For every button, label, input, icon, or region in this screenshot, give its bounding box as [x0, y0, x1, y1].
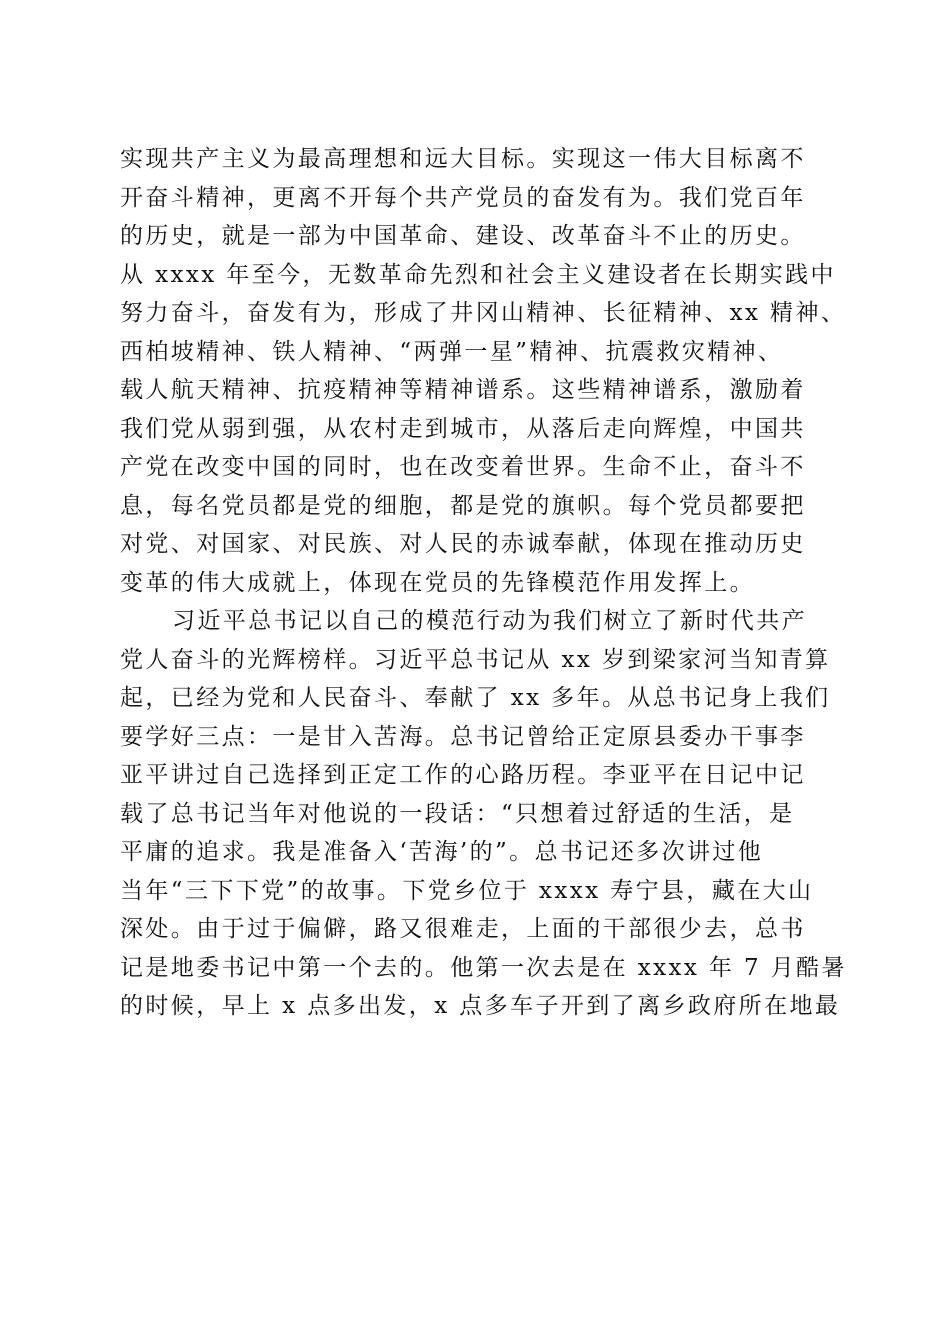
text-line: 变革的伟大成就上，体现在党员的先锋模范作用发挥上。 [120, 569, 755, 596]
text-line: 努力奋斗，奋发有为，形成了井冈山精神、长征精神、xx 精神、 [120, 300, 847, 326]
text-line: 平庸的追求。我是准备入‘苦海’的”。总书记还多次讲过他 [120, 839, 764, 865]
paragraph-start-line: 习近平总书记以自己的模范行动为我们树立了新时代共产 [172, 608, 807, 634]
text-line: 记是地委书记中第一个去的。他第一次去是在 xxxx 年 7 月酷暑 [120, 954, 847, 981]
text-line: 对党、对国家、对民族、对人民的赤诚奉献，体现在推动历史 [120, 531, 806, 557]
text-line: 载人航天精神、抗疫精神等精神谱系。这些精神谱系，激励着 [120, 377, 806, 403]
text-line: 息，每名党员都是党的细胞，都是党的旗帜。每个党员都要把 [120, 492, 806, 519]
text-line: 从 xxxx 年至今，无数革命先烈和社会主义建设者在长期实践中 [120, 261, 836, 288]
text-line: 西柏坡精神、铁人精神、“两弹一星”精神、抗震救灾精神、 [120, 338, 784, 365]
text-line: 载了总书记当年对他说的一段话：“只想着过舒适的生活，是 [120, 800, 795, 827]
text-line: 我们党从弱到强，从农村走到城市，从落后走向辉煌，中国共 [120, 415, 806, 442]
text-line: 深处。由于过于偏僻，路又很难走，上面的干部很少去，总书 [120, 916, 806, 942]
text-line: 的时候，早上 x 点多出发，x 点多车子开到了离乡政府所在地最 [120, 993, 841, 1019]
body-text [120, 140, 860, 1026]
text-line: 党人奋斗的光辉榜样。习近平总书记从 xx 岁到梁家河当知青算 [120, 646, 831, 673]
text-line: 亚平讲过自己选择到正定工作的心路历程。李亚平在日记中记 [120, 762, 806, 788]
text-line: 实现共产主义为最高理想和远大目标。实现这一伟大目标离不 [120, 146, 806, 172]
text-line: 的历史，就是一部为中国革命、建设、改革奋斗不止的历史。 [120, 223, 806, 249]
text-line: 当年“三下下党”的故事。下党乡位于 xxxx 寿宁县，藏在大山 [120, 877, 814, 904]
text-line: 要学好三点：一是甘入苦海。总书记曾给正定原县委办干事李 [120, 723, 806, 750]
text-line: 开奋斗精神，更离不开每个共产党员的奋发有为。我们党百年 [120, 184, 806, 211]
text-line: 产党在改变中国的同时，也在改变着世界。生命不止，奋斗不 [120, 454, 806, 480]
text-line: 起，已经为党和人民奋斗、奉献了 xx 多年。从总书记身上我们 [120, 685, 831, 711]
